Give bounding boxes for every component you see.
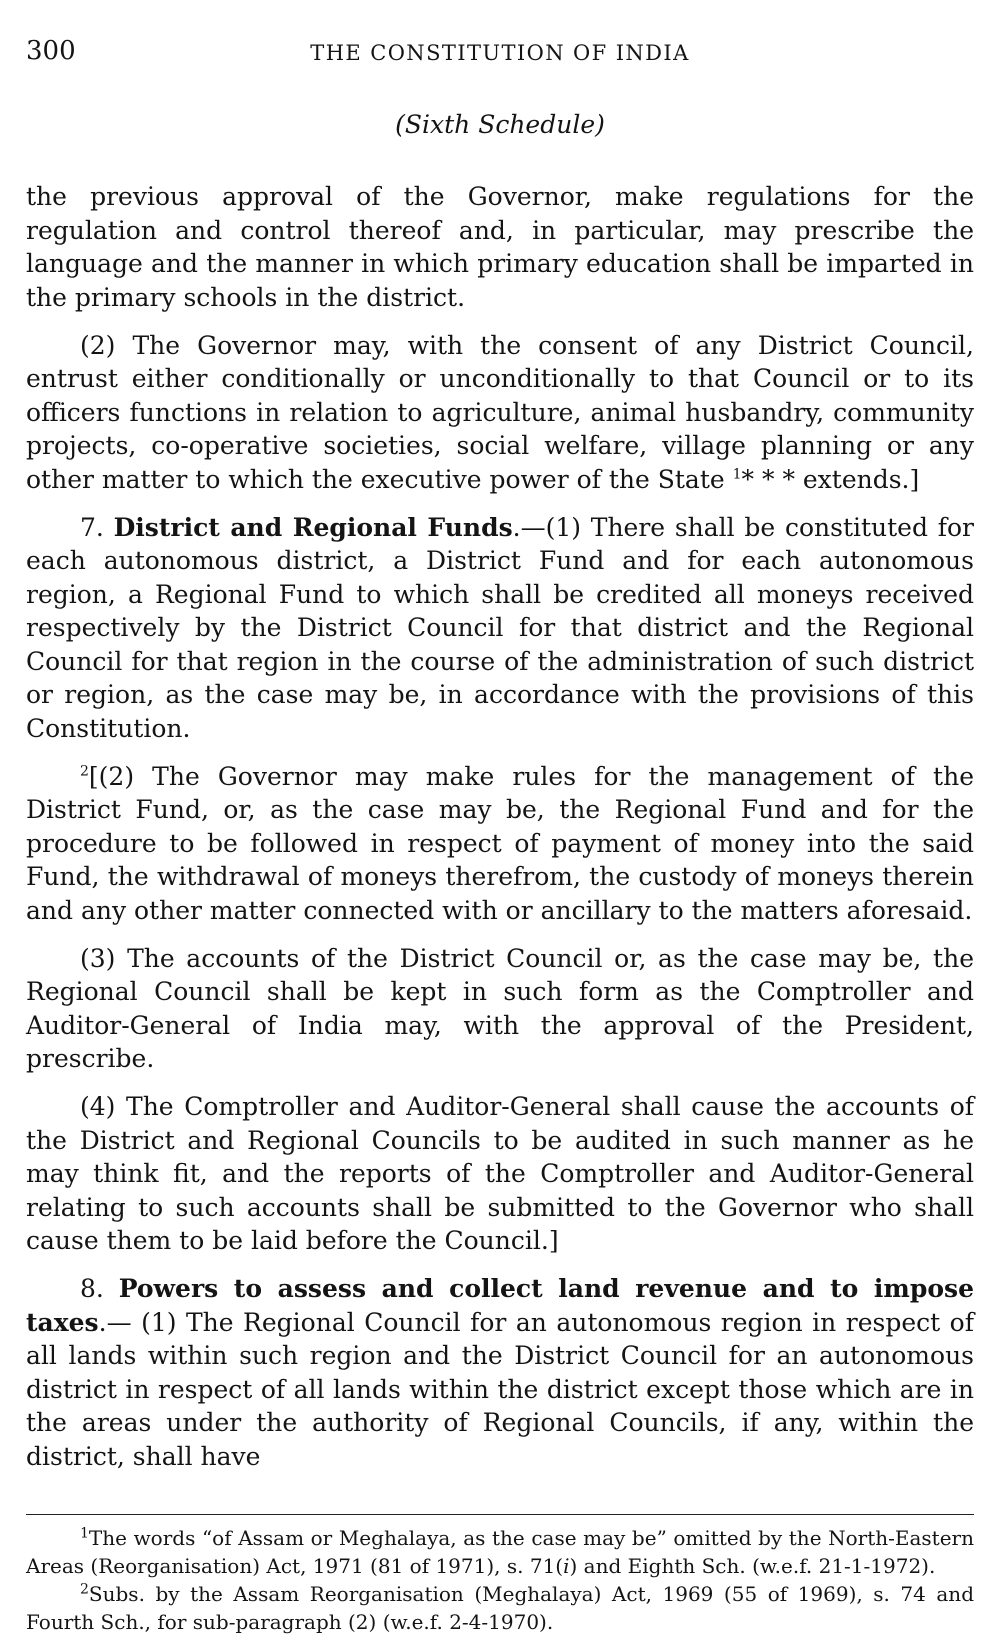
section-7-3: (3) The accounts of the District Council or, as the case may be, the Regional Council shall be kept in such form as the Comptroller and Auditor-General of India may, with the approval of the President, prescribe. [26, 943, 974, 1073]
footnote-2 [26, 1580, 974, 1636]
omission-asterisks: * * * extends.] [741, 464, 920, 494]
section-7-2 [26, 760, 974, 928]
section-7-4: (4) The Comptroller and Auditor-General shall cause the accounts of the District and Regional Councils to be audited in such manner as he may think fit, and the reports of the Comptroller and Auditor-General relating to such accounts shall be submitted to the Governor who shall cause them to be laid before the Council.] [26, 1092, 974, 1255]
footnote-marker: 2 [80, 1581, 89, 1598]
section-number: 8. [80, 1274, 119, 1303]
section-7 [26, 511, 974, 746]
section-8 [26, 1272, 974, 1473]
footnote-text: The words “of Assam or Meghalaya, as the case may be” omitted by the North-Eastern Areas (Reorganisation) Act, 1971 (81 of 1971), s. 71( [26, 1526, 974, 1578]
footnote-italic: i [563, 1554, 570, 1578]
page-number: 300 [26, 36, 76, 66]
footnote-divider [26, 1514, 974, 1515]
section-text: .—(1) There shall be constituted for each autonomous district, a District Fund and for each autonomous region, a Regional Fund to which shall be credited all moneys received respectively by the District Council for that district and the Regional Council for that region in the course of the administration of such district or region, as the case may be, in accordance with the provisions of this Constitution. [26, 512, 974, 743]
paragraph-text: [(2) The Governor may make rules for the management of the District Fund, or, as the case may be, the Regional Fund and for the procedure to be followed in respect of payment of money into the said Fund, the withdrawal of moneys therefrom, the custody of moneys therein and any other matter connected with or ancillary to the matters aforesaid. [26, 761, 974, 925]
footnotes [26, 1524, 974, 1636]
running-title: THE CONSTITUTION OF INDIA [310, 41, 690, 65]
body-text [26, 180, 974, 1488]
section-heading: District and Regional Funds [113, 512, 513, 542]
footnote-ref-2: 2 [80, 763, 89, 780]
footnote-marker: 1 [80, 1525, 89, 1542]
paragraph-text: (2) The Governor may, with the consent of any District Council, entrust either conditionally or unconditionally to that Council or to its officers functions in relation to agriculture, animal husbandry, community projects, co-operative societies, social welfare, village planning or any other matter to which the executive power of the State [26, 330, 974, 494]
section-number: 7. [80, 512, 114, 542]
footnote-text: ) and Eighth Sch. (w.e.f. 21-1-1972). [569, 1554, 936, 1578]
footnote-ref-1: 1 [732, 466, 742, 483]
section-text: .— (1) The Regional Council for an autonomous region in respect of all lands within such region and the District Council for an autonomous district in respect of all lands within the district except those which are in the areas under the authority of Regional Councils, if any, within the district, shall have [26, 1307, 974, 1471]
footnote-1 [26, 1524, 974, 1580]
schedule-label: (Sixth Schedule) [395, 110, 605, 139]
section-heading: Powers to assess and collect land revenue and to impose taxes [26, 1274, 975, 1337]
paragraph-continuation: the previous approval of the Governor, make regulations for the regulation and control thereof and, in particular, may prescribe the language and the manner in which primary education shall be imparted in the primary schools in the district. [26, 182, 974, 312]
paragraph-6-2 [26, 329, 974, 497]
footnote-text: Subs. by the Assam Reorganisation (Meghalaya) Act, 1969 (55 of 1969), s. 74 and Fourth Sch., for sub-paragraph (2) (w.e.f. 2-4-1970). [26, 1582, 974, 1634]
